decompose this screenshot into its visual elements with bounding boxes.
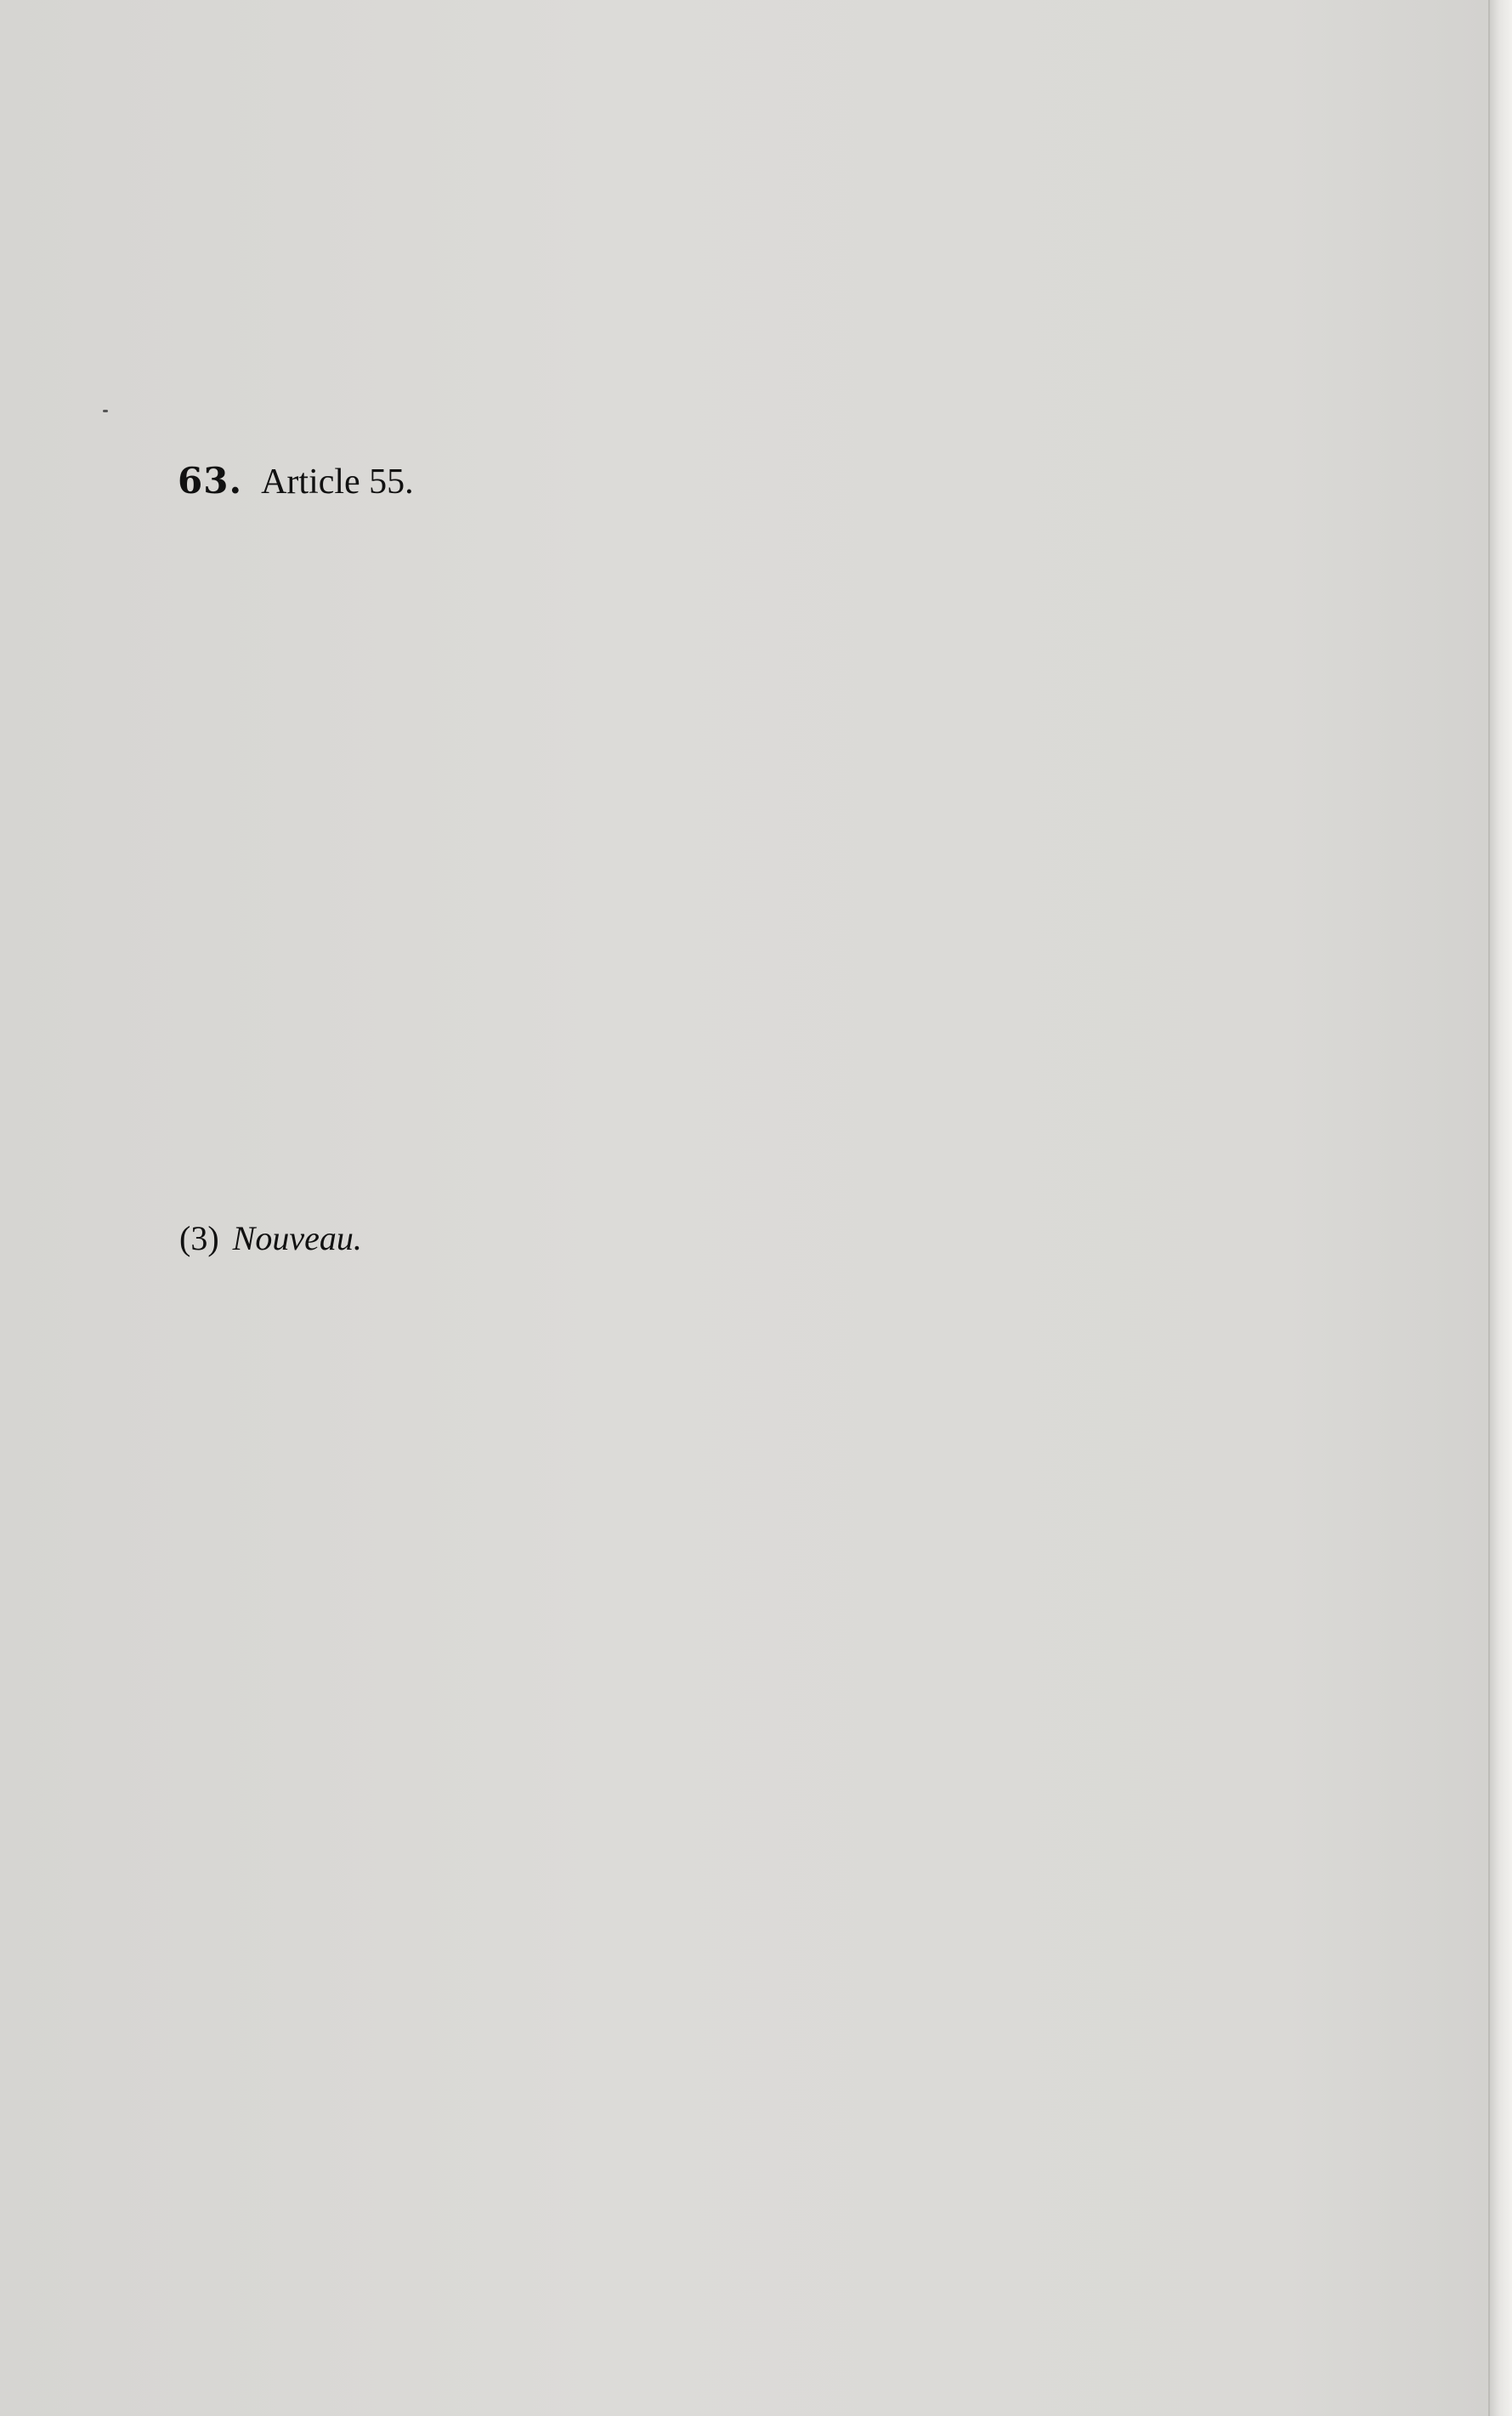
note-number: 63. [178, 460, 243, 502]
note-subsection-3 [179, 1219, 362, 1257]
note-text: Nouveau. [232, 1219, 362, 1257]
note-text: Article 55. [261, 462, 414, 502]
page-right-edge [1488, 0, 1512, 2416]
ink-speck [103, 410, 108, 412]
note-number: (3) [179, 1219, 219, 1257]
note-article-63 [178, 460, 414, 502]
